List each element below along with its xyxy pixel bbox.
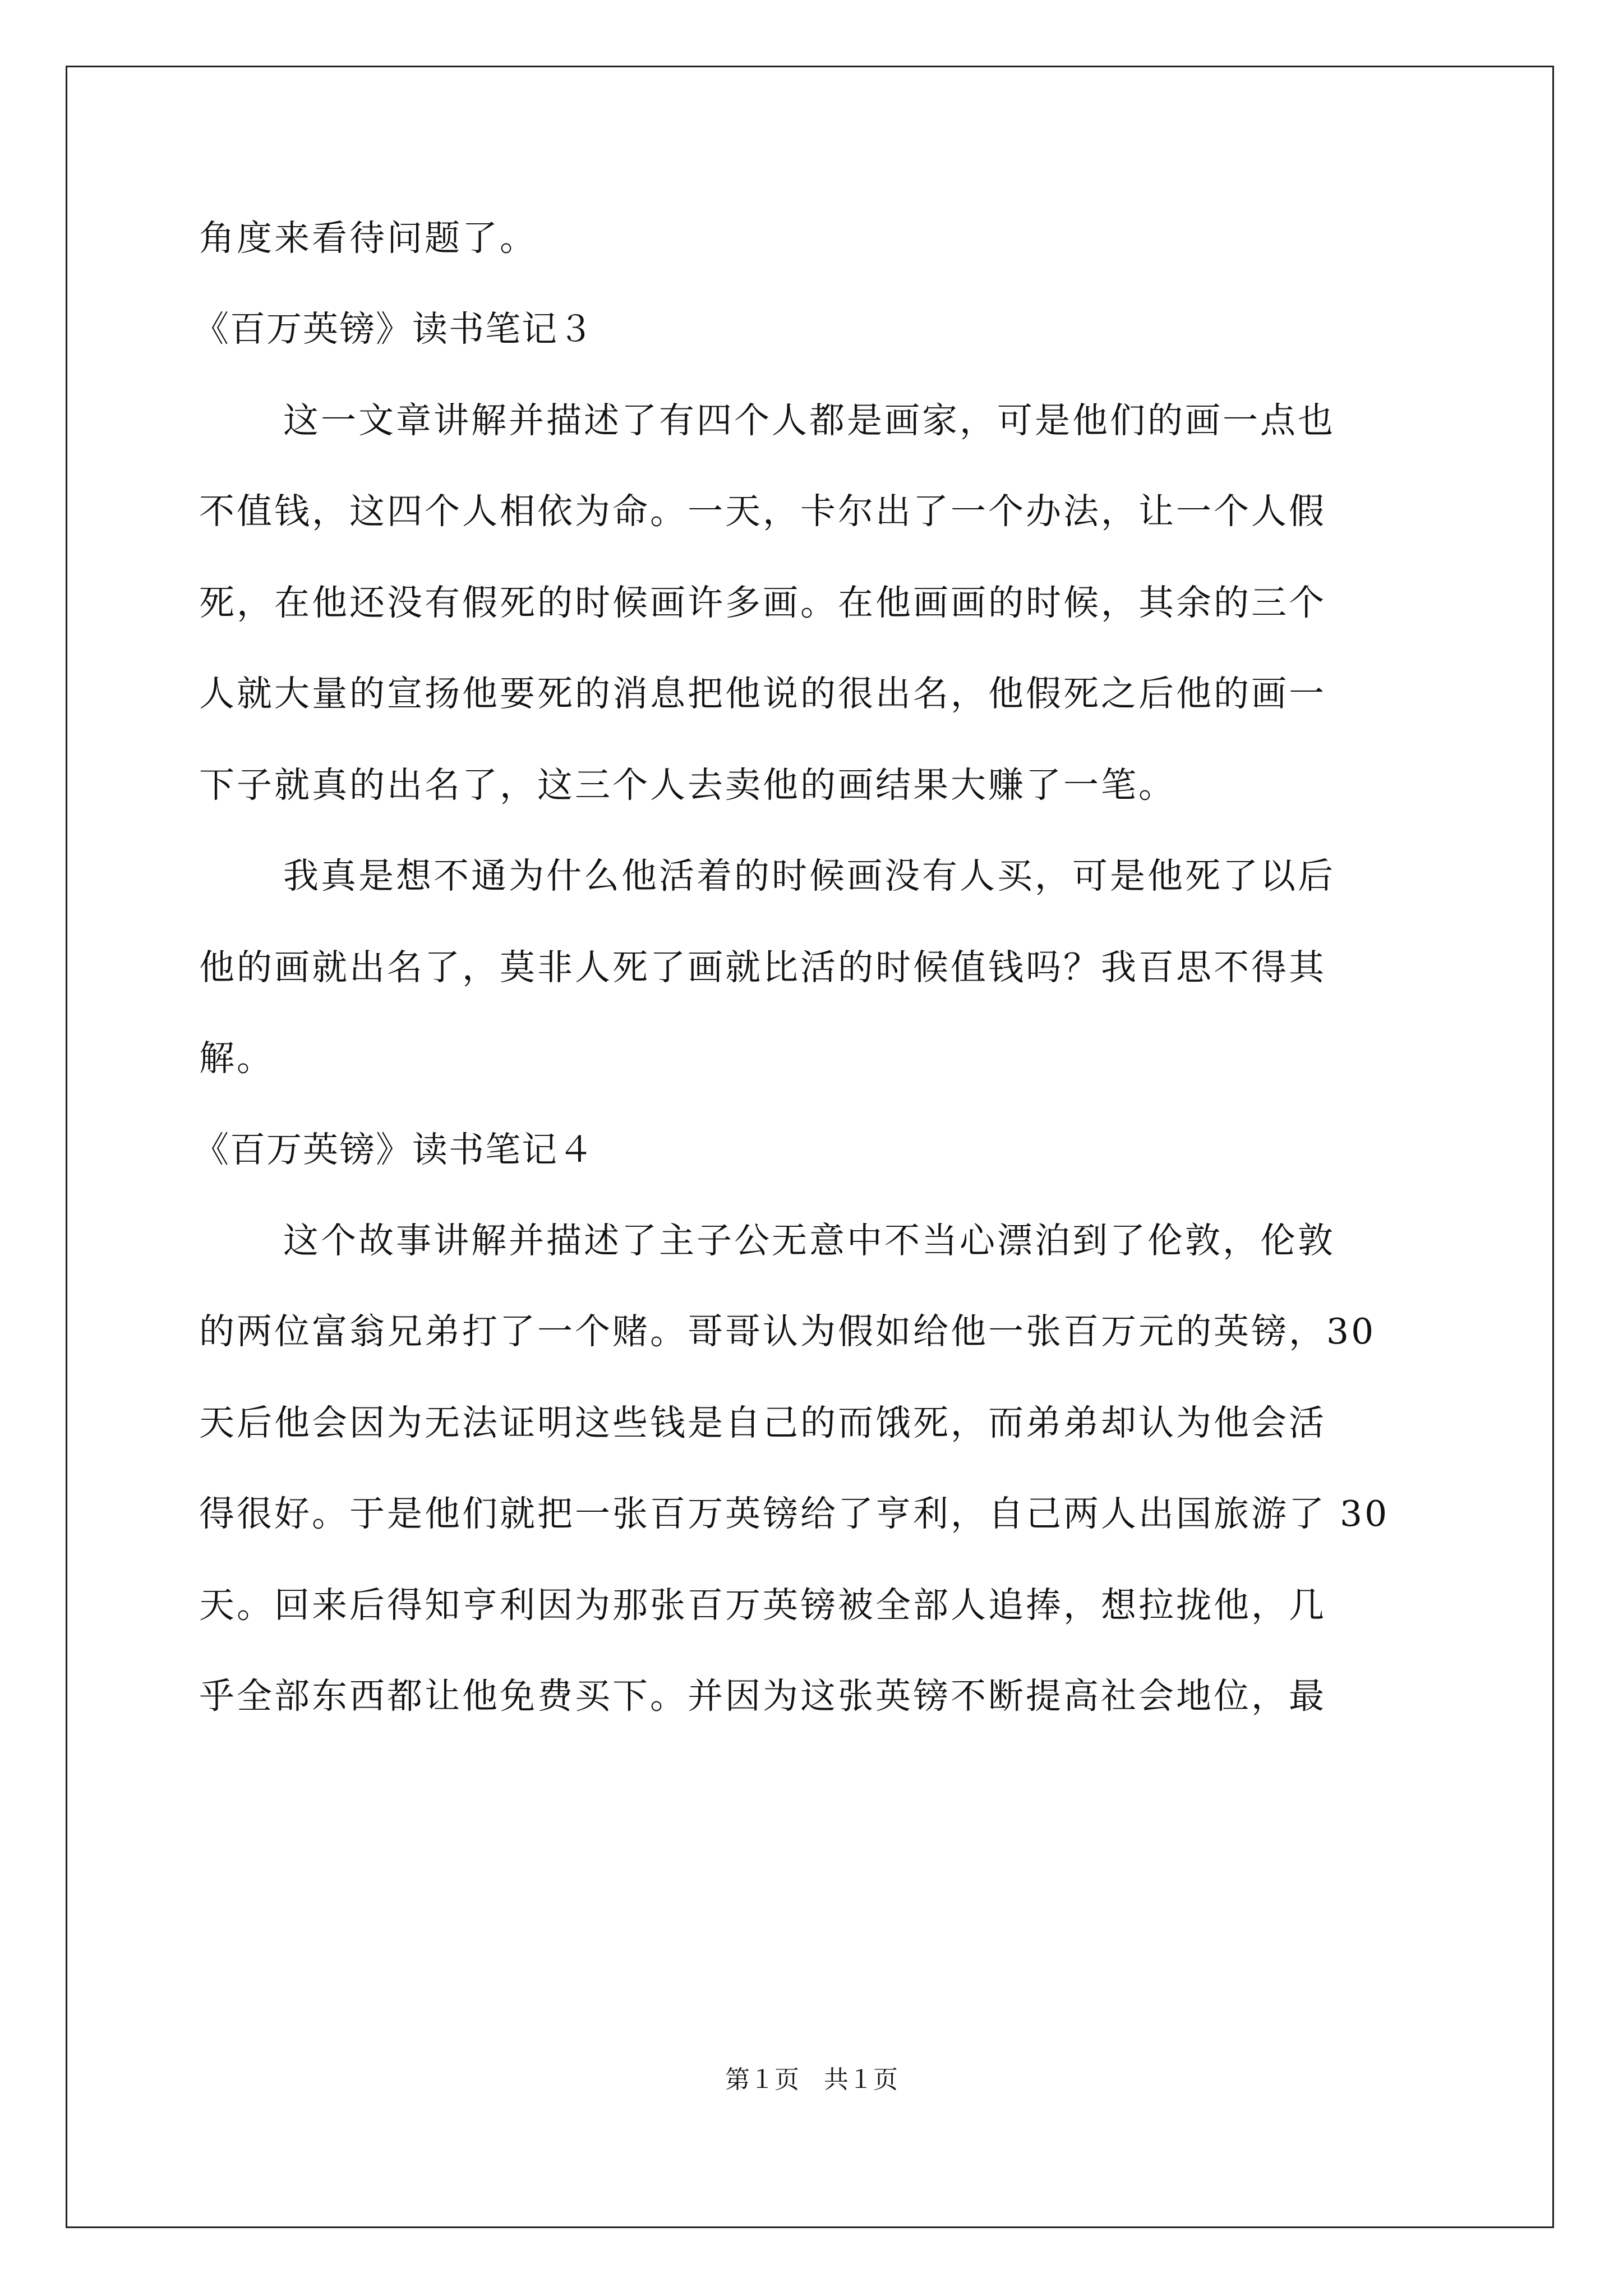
- body-line: 他的画就出名了，莫非人死了画就比活的时候值钱吗？我百思不得其: [199, 946, 1326, 988]
- section-heading-4: 《百万英镑》读书笔记４: [193, 1129, 594, 1170]
- body-line: 死，在他还没有假死的时候画许多画。在他画画的时候，其余的三个: [199, 582, 1326, 623]
- body-line: 天后他会因为无法证明这些钱是自己的而饿死，而弟弟却认为他会活: [199, 1402, 1326, 1443]
- body-line: 的两位富翁兄弟打了一个赌。哥哥认为假如给他一张百万元的英镑，30: [199, 1311, 1376, 1352]
- page-number: 第１页 共１页: [725, 2065, 898, 2094]
- body-line: 我真是想不通为什么他活着的时候画没有人买，可是他死了以后: [283, 855, 1335, 897]
- body-line: 人就大量的宣扬他要死的消息把他说的很出名，他假死之后他的画一: [199, 673, 1326, 715]
- body-line: 乎全部东西都让他免费买下。并因为这张英镑不断提高社会地位，最: [199, 1676, 1326, 1717]
- body-line: 得很好。于是他们就把一张百万英镑给了亨利，自己两人出国旅游了 30: [199, 1493, 1390, 1535]
- body-line: 角度来看待问题了。: [199, 218, 537, 259]
- body-line: 不值钱，这四个人相依为命。一天，卡尔出了一个办法，让一个人假: [199, 491, 1326, 532]
- section-heading-3: 《百万英镑》读书笔记３: [193, 309, 594, 350]
- body-line: 这一文章讲解并描述了有四个人都是画家，可是他们的画一点也: [283, 399, 1335, 441]
- body-line: 天。回来后得知亨利因为那张百万英镑被全部人追捧，想拉拢他，几: [199, 1584, 1326, 1626]
- body-line: 下子就真的出名了，这三个人去卖他的画结果大赚了一笔。: [199, 764, 1176, 806]
- body-line: 解。: [199, 1038, 274, 1079]
- body-line: 这个故事讲解并描述了主子公无意中不当心漂泊到了伦敦，伦敦: [283, 1220, 1335, 1261]
